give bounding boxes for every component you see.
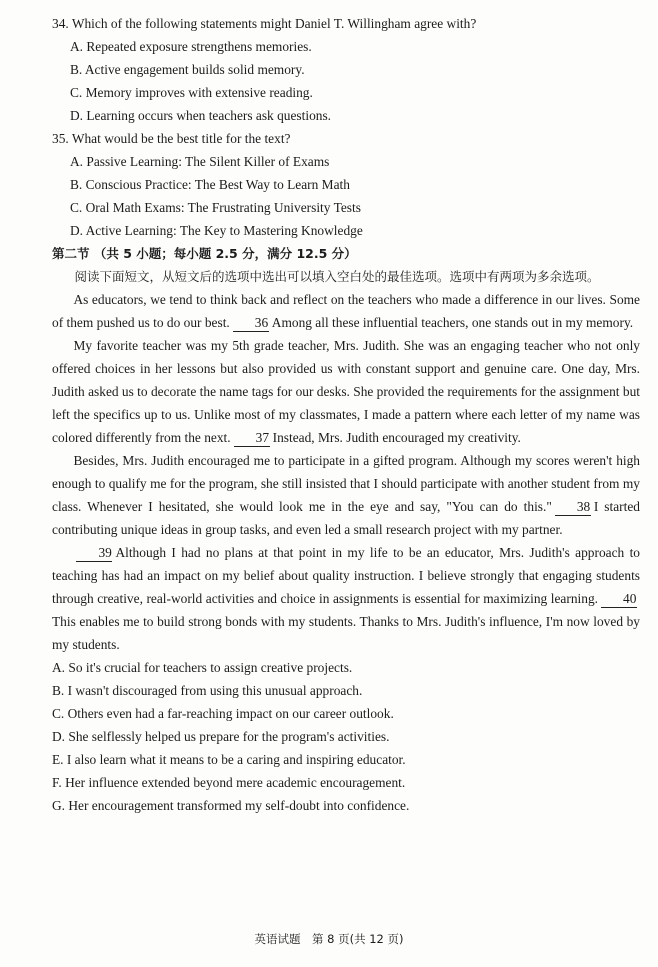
section-instructions: 阅读下面短文，从短文后的选项中选出可以填入空白处的最佳选项。选项中有两项为多余选项。 xyxy=(74,269,600,284)
p1-text-b: Among all these influential teachers, one stands out in my memory. xyxy=(271,315,634,330)
passage-paragraph-1 xyxy=(52,288,640,334)
answer-option-c: C. Others even had a far-reaching impact on our career outlook. xyxy=(52,706,394,721)
q35-option-b: B. Conscious Practice: The Best Way to Learn Math xyxy=(70,177,350,192)
p3-text-b: I started contributing unique ideas in group tasks, and even led a small research project with my partner. xyxy=(52,499,640,537)
p3-text-a: Besides, Mrs. Judith encouraged me to participate in a gifted program. Although my scores weren't high enough to qualify me for the program, she still insisted that I should participate with another student from my class. Whenever I hesitated, she would look me in the eye and say, "You can do this." xyxy=(52,453,640,514)
blank-40: 40 xyxy=(601,591,637,608)
section-heading: 第二节 （共 5 小题；每小题 2.5 分，满分 12.5 分） xyxy=(52,246,357,261)
answer-option-d: D. She selflessly helped us prepare for the program's activities. xyxy=(52,729,390,744)
blank-37: 37 xyxy=(234,430,270,447)
q35-option-a: A. Passive Learning: The Silent Killer of Exams xyxy=(70,154,330,169)
passage-paragraph-4 xyxy=(52,541,640,656)
passage-paragraph-3 xyxy=(52,449,640,541)
answer-option-f: F. Her influence extended beyond mere academic encouragement. xyxy=(52,775,406,790)
answer-option-g: G. Her encouragement transformed my self-doubt into confidence. xyxy=(52,798,410,813)
blank-39: 39 xyxy=(76,545,112,562)
q34-option-a: A. Repeated exposure strengthens memories. xyxy=(70,39,312,54)
passage-paragraph-2 xyxy=(52,334,640,449)
blank-36: 36 xyxy=(233,315,269,332)
answer-option-e: E. I also learn what it means to be a caring and inspiring educator. xyxy=(52,752,406,767)
question-35: 35. What would be the best title for the text? xyxy=(52,131,291,146)
p2-text-b: Instead, Mrs. Judith encouraged my creativity. xyxy=(272,430,521,445)
page-footer: 英语试题 第 8 页(共 12 页) xyxy=(254,932,404,946)
p1-text-a: As educators, we tend to think back and reflect on the teachers who made a difference in our lives. Some of them pushed us to do our best. xyxy=(52,292,640,330)
p4-text-a: Although I had no plans at that point in my life to be an educator, Mrs. Judith's approach to teaching has had an impact on my belief about quality instruction. I believe strongly that engaging students through creative, real-world activities and choice in assignments is essential for maximizing learning. xyxy=(52,545,640,606)
p2-text-a: My favorite teacher was my 5th grade teacher, Mrs. Judith. She was an engaging teacher who not only offered choices in her lessons but also provided us with constant support and genuine care. One day, Mrs. Judith asked us to decorate the name tags for our desks. She provided the requirements for the assignment but left the specifics up to us. Unlike most of my classmates, I made a pattern where each letter of my name was colored differently from the next. xyxy=(52,338,640,445)
answer-option-b: B. I wasn't discouraged from using this unusual approach. xyxy=(52,683,363,698)
q34-option-c: C. Memory improves with extensive reading. xyxy=(70,85,313,100)
blank-38: 38 xyxy=(555,499,591,516)
question-34: 34. Which of the following statements might Daniel T. Willingham agree with? xyxy=(52,16,477,31)
q35-option-d: D. Active Learning: The Key to Mastering Knowledge xyxy=(70,223,363,238)
answer-option-a: A. So it's crucial for teachers to assign creative projects. xyxy=(52,660,353,675)
q34-option-d: D. Learning occurs when teachers ask questions. xyxy=(70,108,332,123)
p4-text-b: This enables me to build strong bonds with my students. Thanks to Mrs. Judith's influence, I'm now loved by my students. xyxy=(52,614,640,652)
q35-option-c: C. Oral Math Exams: The Frustrating University Tests xyxy=(70,200,361,215)
q34-option-b: B. Active engagement builds solid memory. xyxy=(70,62,305,77)
